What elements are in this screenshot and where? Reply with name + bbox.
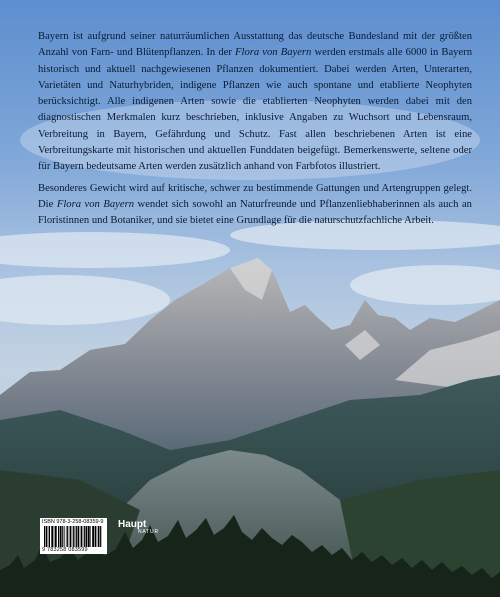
barcode-bar	[76, 526, 77, 547]
barcode-bar	[66, 526, 67, 547]
barcode-bar	[81, 526, 83, 547]
barcode-bar	[62, 526, 63, 547]
blurb-text-run: wendet sich sowohl an Naturfreunde und Pflanzenliebhaberinnen als auch an Floristinnen und Botaniker, und sie bietet eine Grundlage für die naturschutzfachliche Arbeit.	[38, 198, 472, 227]
barcode-bar	[64, 526, 65, 547]
barcode-bar	[98, 526, 100, 547]
book-title-italic: Flora von Bayern	[56, 198, 134, 210]
barcode-bar	[67, 526, 68, 547]
barcode-bar	[78, 526, 80, 547]
barcode-bars	[44, 526, 103, 547]
barcode-bar	[75, 526, 76, 547]
barcode	[40, 518, 107, 554]
barcode-bar	[90, 526, 91, 547]
barcode-bar	[60, 526, 62, 547]
barcode-digits: 9 783258 083599	[42, 547, 88, 553]
barcode-bar	[100, 526, 101, 547]
barcode-bar	[73, 526, 74, 547]
barcode-bar	[86, 526, 88, 547]
back-cover-blurb	[38, 29, 472, 235]
barcode-bar	[88, 526, 90, 547]
blurb-text-run: Bayern ist aufgrund seiner naturräumlichen Ausstattung das deutsche Bundesland mit der größten Anzahl von Farn- und Blütenpflanzen. In der	[38, 31, 472, 59]
publisher-name: Haupt	[118, 519, 147, 530]
barcode-bar	[84, 526, 85, 547]
isbn-label: ISBN 978-3-258-08359-9	[42, 519, 104, 525]
blurb-paragraph-2	[38, 181, 472, 230]
barcode-bar	[95, 526, 97, 547]
blurb-text-run: Besonderes Gewicht wird auf kritische, schwer zu bestimmende Gattungen und Artengruppen gelegt. Die	[38, 182, 472, 210]
publisher-logo	[118, 519, 159, 535]
barcode-bar	[44, 526, 45, 547]
blurb-paragraph-1	[38, 29, 472, 176]
barcode-bar	[92, 526, 94, 547]
barcode-bar	[49, 526, 50, 547]
blurb-text-run: werden erstmals alle 6000 in Bayern historisch und aktuell nachgewiesenen Pflanzen dokumentiert. Dabei werden Arten, Unterarten, Varietäten und Naturhybriden, indigene Pflanzen wie auch spontane und etablierte Neophyten berücksichtigt. Alle indigenen Arten sowie die etablierten Neophyten werden dabei mit den diagnostischen Merkmalen kurz beschrieben, inklusive Angaben zu Wuchsort und Lebensraum, Verbreitung in Bayern, Gefährdung und Schutz. Fast allen beschriebenen Arten ist eine Verbreitungskarte mit historischen und aktuellen Funddaten beigefügt. Bemerkenswerte, seltene oder für Bayern bedeutsame Arten werden zusätzlich anhand von Farbfotos illustriert.	[38, 47, 472, 173]
book-title-italic: Flora von Bayern	[235, 47, 312, 59]
barcode-bar	[48, 526, 49, 547]
barcode-bar	[51, 526, 53, 547]
publisher-imprint: NATUR	[138, 529, 159, 535]
barcode-bar	[70, 526, 72, 547]
barcode-bar	[58, 526, 59, 547]
barcode-bar	[54, 526, 55, 547]
barcode-bar	[55, 526, 57, 547]
barcode-bar	[46, 526, 47, 547]
